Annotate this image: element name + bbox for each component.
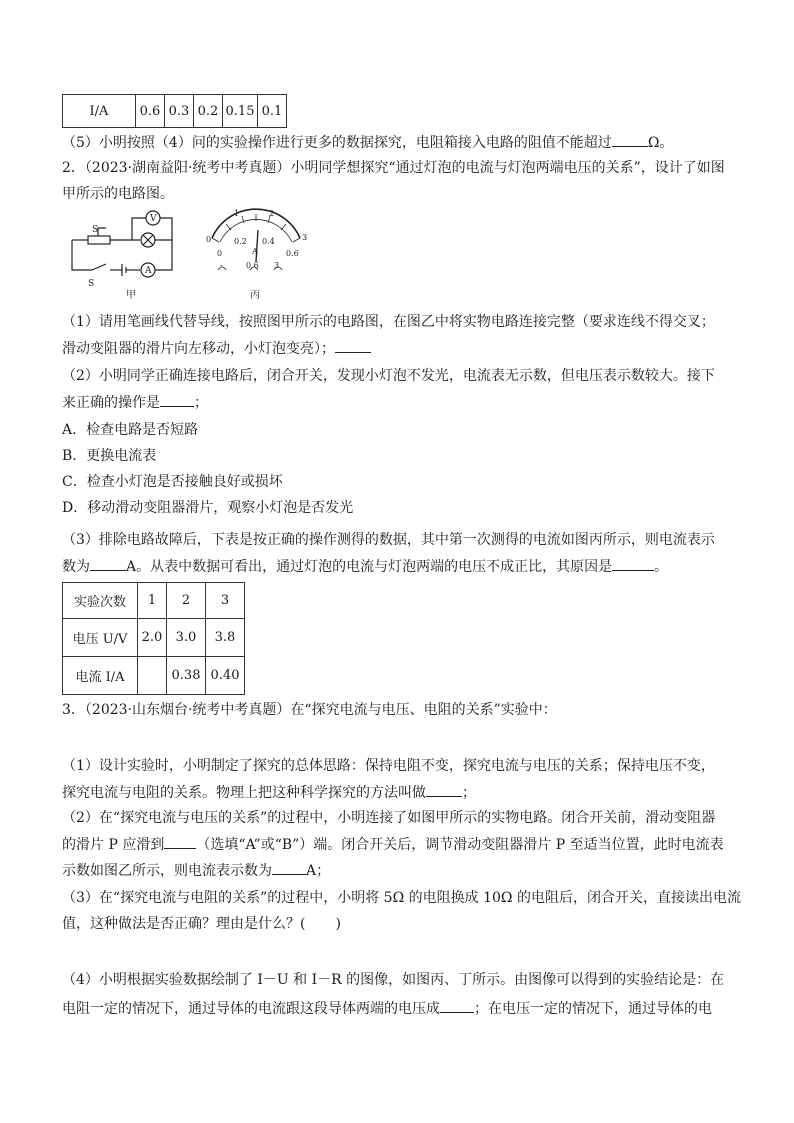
answer-blank[interactable] — [335, 338, 371, 353]
option-d: D．移动滑动变阻器滑片，观察小灯泡是否发光 — [62, 500, 354, 516]
q2-data-table — [62, 582, 245, 695]
q2-part1-line1: （1）请用笔画线代替导线，按照图甲所示的电路图，在图乙中将实物电路连接完整（要求连线不得交叉； — [62, 314, 715, 330]
table-row-label: 电压 U/V — [63, 619, 138, 657]
switch-s-label: S — [88, 279, 95, 289]
switch-label: S — [92, 225, 99, 235]
q3-part4-line2: 电阻一定的情况下，通过导体的电流跟这段导体两端的电压成 ；在电压一定的情况下，通过导体的电 — [62, 998, 742, 1019]
q3-part2-line1: （2）在“探究电流与电压的关系”的过程中，小明连接了如图甲所示的实物电路。闭合开关前，滑动变阻器 — [62, 810, 716, 826]
figure-jia-caption: 甲 — [126, 290, 136, 300]
table-header-cell: 1 — [138, 583, 167, 619]
answer-blank[interactable] — [90, 556, 126, 571]
q3-title: 3．（2023·山东烟台·统考中考真题）在“探究电流与电压、电阻的关系”实验中： — [62, 702, 557, 718]
q2-part1-line2: 滑动变阻器的滑片向左移动，小灯泡变亮）； — [62, 338, 742, 359]
answer-blank[interactable] — [612, 556, 654, 571]
q1-part5: （5）小明按照（4）问的实验操作进行更多的数据探究，电阻箱接入电路的阻值不能超过 Ω。 — [62, 132, 742, 153]
q3-part3-line1: （3）在“探究电流与电阻的关系”的过程中，小明将 5Ω 的电阻换成 10Ω 的电阻后，闭合开关，直接读出电流 — [62, 890, 741, 906]
terminal-label: 3 — [274, 261, 280, 270]
table-cell: 0.2 — [194, 95, 223, 128]
scale-mark: 0.6 — [286, 249, 299, 258]
figure-bing-caption: 丙 — [250, 290, 260, 300]
table-cell: 0.3 — [165, 95, 194, 128]
scale-mark: 0 — [217, 249, 223, 258]
q2-part2-line2: 来正确的操作是 ； — [62, 392, 742, 413]
q3-part2-line3: 示数如图乙所示，则电流表示数为 A； — [62, 860, 742, 881]
option-c: C．检查小灯泡是否接触良好或损坏 — [62, 474, 283, 490]
ammeter-unit: A — [252, 247, 258, 256]
scale-mark: 2 — [269, 209, 275, 218]
answer-blank[interactable] — [160, 392, 194, 407]
scale-mark: 0.2 — [234, 237, 247, 246]
table-header-cell: 2 — [167, 583, 206, 619]
answer-blank[interactable] — [612, 132, 648, 147]
table-cell: 3.0 — [167, 619, 206, 657]
terminal-label: - — [220, 261, 223, 270]
ammeter-label: A — [145, 266, 152, 276]
table-cell: 0.1 — [258, 95, 287, 128]
option-b: B．更换电流表 — [62, 448, 157, 464]
scale-mark: 0 — [206, 235, 212, 244]
q2-title-cont: 甲所示的电路图。 — [62, 186, 174, 202]
table-cell: 0.40 — [206, 657, 245, 695]
q3-part1-line1: （1）设计实验时，小明制定了探究的总体思路：保持电阻不变，探究电流与电压的关系；保持电压不变， — [62, 758, 715, 774]
q2-part3-line1: （3）排除电路故障后，下表是按正确的操作测得的数据，其中第一次测得的电流如图丙所示，则电流表示 — [62, 532, 715, 548]
circuit-figure — [62, 208, 322, 300]
option-a: A．检查电路是否短路 — [62, 422, 199, 438]
table-header-cell: I/A — [63, 95, 136, 128]
answer-blank[interactable] — [426, 782, 462, 797]
scale-mark: 1 — [234, 209, 240, 218]
table-cell — [138, 657, 167, 695]
table-cell: 0.38 — [167, 657, 206, 695]
q3-part2-line2: 的滑片 P 应滑到 （选填“A”或“B”）端。闭合开关后，调节滑动变阻器滑片 P 至适当位置，此时电流表 — [62, 834, 742, 855]
table-cell: 0.6 — [136, 95, 165, 128]
scale-mark: 0.4 — [262, 237, 275, 246]
answer-blank[interactable] — [272, 860, 306, 875]
table-header-cell: 实验次数 — [63, 583, 138, 619]
q2-part2-line1: （2）小明同学正确连接电路后，闭合开关，发现小灯泡不发光，电流表无示数，但电压表示数较大。接下 — [62, 368, 715, 384]
scale-mark: 3 — [302, 233, 308, 242]
answer-blank[interactable] — [164, 834, 196, 849]
table-cell: 0.15 — [223, 95, 258, 128]
q3-part3-line2: 值，这种做法是否正确？理由是什么？( ) — [62, 916, 341, 932]
table-cell: 2.0 — [138, 619, 167, 657]
table-header-cell: 3 — [206, 583, 245, 619]
table-row-label: 电流 I/A — [63, 657, 138, 695]
q2-title: 2．（2023·湖南益阳·统考中考真题）小明同学想探究“通过灯泡的电流与灯泡两端电压的关系”，设计了如图 — [62, 160, 725, 176]
current-table-top — [62, 94, 287, 128]
terminal-label: 0.6 — [246, 261, 259, 270]
q3-part1-line2: 探究电流与电阻的关系。物理上把这种科学探究的方法叫做 ； — [62, 782, 742, 803]
answer-blank[interactable] — [440, 998, 474, 1013]
q2-part3-line2: 数为 A。从表中数据可看出，通过灯泡的电流与灯泡两端的电压不成正比，其原因是 。 — [62, 556, 742, 577]
table-cell: 3.8 — [206, 619, 245, 657]
voltmeter-label: V — [150, 214, 157, 224]
q3-part4-line1: （4）小明根据实验数据绘制了 I－U 和 I－R 的图像，如图丙、丁所示。由图像可以得到的实验结论是：在 — [62, 972, 725, 988]
